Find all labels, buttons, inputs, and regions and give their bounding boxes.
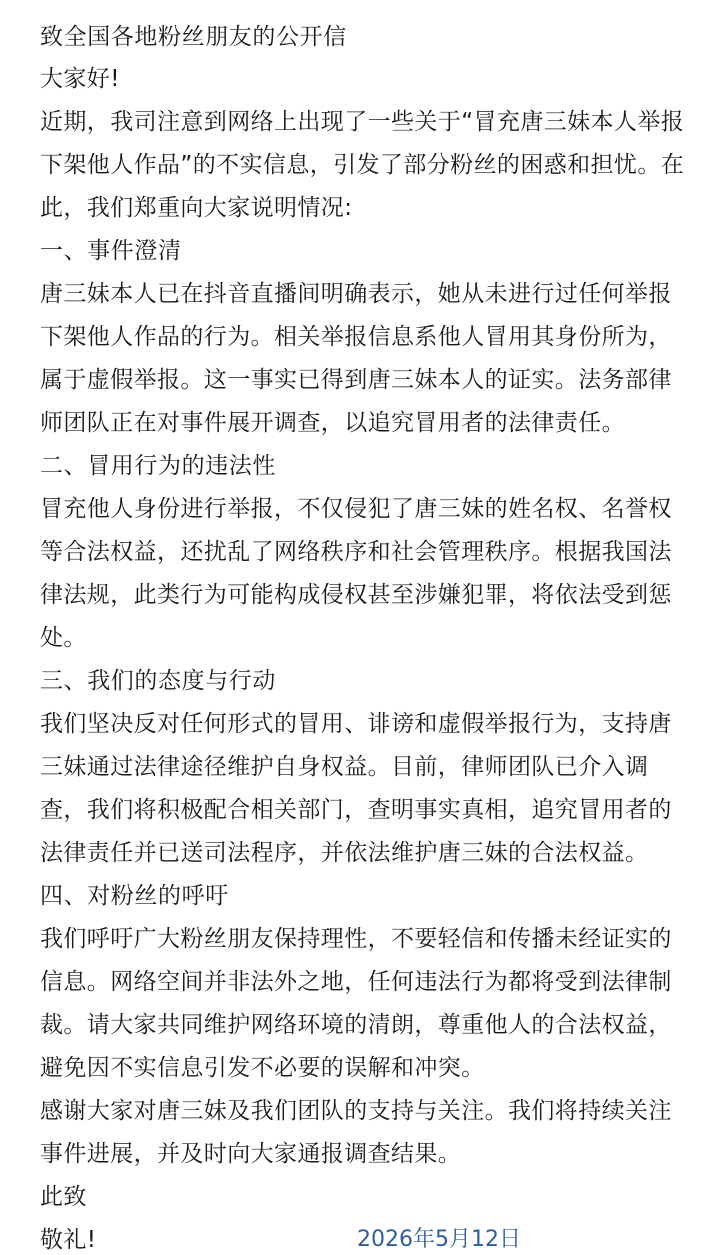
section-line: 唐三妹本人已在抖音直播间明确表示，她从未进行过任何举报 (40, 281, 672, 307)
section-line: 我们坚决反对任何形式的冒用、诽谤和虚假举报行为，支持唐 (40, 711, 672, 737)
section-line: 我们呼吁广大粉丝朋友保持理性，不要轻信和传播未经证实的 (40, 926, 672, 952)
section-line: 处。 (40, 625, 87, 651)
section-heading: 二、冒用行为的违法性 (40, 453, 276, 479)
letter-title: 致全国各地粉丝朋友的公开信 (40, 24, 347, 50)
intro-line: 近期，我司注意到网络上出现了一些关于“冒充唐三妹本人举报 (40, 109, 685, 135)
section-line: 冒充他人身份进行举报，不仅侵犯了唐三妹的姓名权、名誉权 (40, 496, 672, 522)
greeting: 大家好! (40, 66, 120, 92)
section-line: 避免因不实信息引发不必要的误解和冲突。 (40, 1055, 485, 1081)
section-heading: 四、对粉丝的呼吁 (40, 883, 229, 909)
section-line: 信息。网络空间并非法外之地，任何违法行为都将受到法律制 (40, 969, 672, 995)
section-heading: 三、我们的态度与行动 (40, 668, 276, 694)
intro-line: 下架他人作品”的不实信息，引发了部分粉丝的困惑和担忧。在 (40, 152, 685, 178)
intro-line: 此，我们郑重向大家说明情况: (40, 195, 353, 221)
section-line: 师团队正在对事件展开调查，以追究冒用者的法律责任。 (40, 410, 625, 436)
letter-date: 2026年5月12日 (357, 1227, 521, 1252)
section-line: 三妹通过法律途径维护自身权益。目前，律师团队已介入调 (40, 754, 649, 780)
closing: 此致 (40, 1184, 87, 1210)
section-line: 律法规，此类行为可能构成侵权甚至涉嫌犯罪，将依法受到惩 (40, 582, 672, 608)
section-line: 下架他人作品的行为。相关举报信息系他人冒用其身份所为， (40, 324, 672, 350)
salute: 敬礼! (40, 1227, 97, 1253)
section-line: 查，我们将积极配合相关部门，查明事实真相，追究冒用者的 (40, 797, 672, 823)
section-line: 等合法权益，还扰乱了网络秩序和社会管理秩序。根据我国法 (40, 539, 672, 565)
section-line: 属于虚假举报。这一事实已得到唐三妹本人的证实。法务部律 (40, 367, 672, 393)
section-heading: 一、事件澄清 (40, 238, 182, 264)
thanks-line: 事件进展，并及时向大家通报调查结果。 (40, 1141, 462, 1167)
section-line: 裁。请大家共同维护网络环境的清朗，尊重他人的合法权益， (40, 1012, 672, 1038)
section-line: 法律责任并已送司法程序，并依法维护唐三妹的合法权益。 (40, 840, 649, 866)
thanks-line: 感谢大家对唐三妹及我们团队的支持与关注。我们将持续关注 (40, 1098, 672, 1124)
